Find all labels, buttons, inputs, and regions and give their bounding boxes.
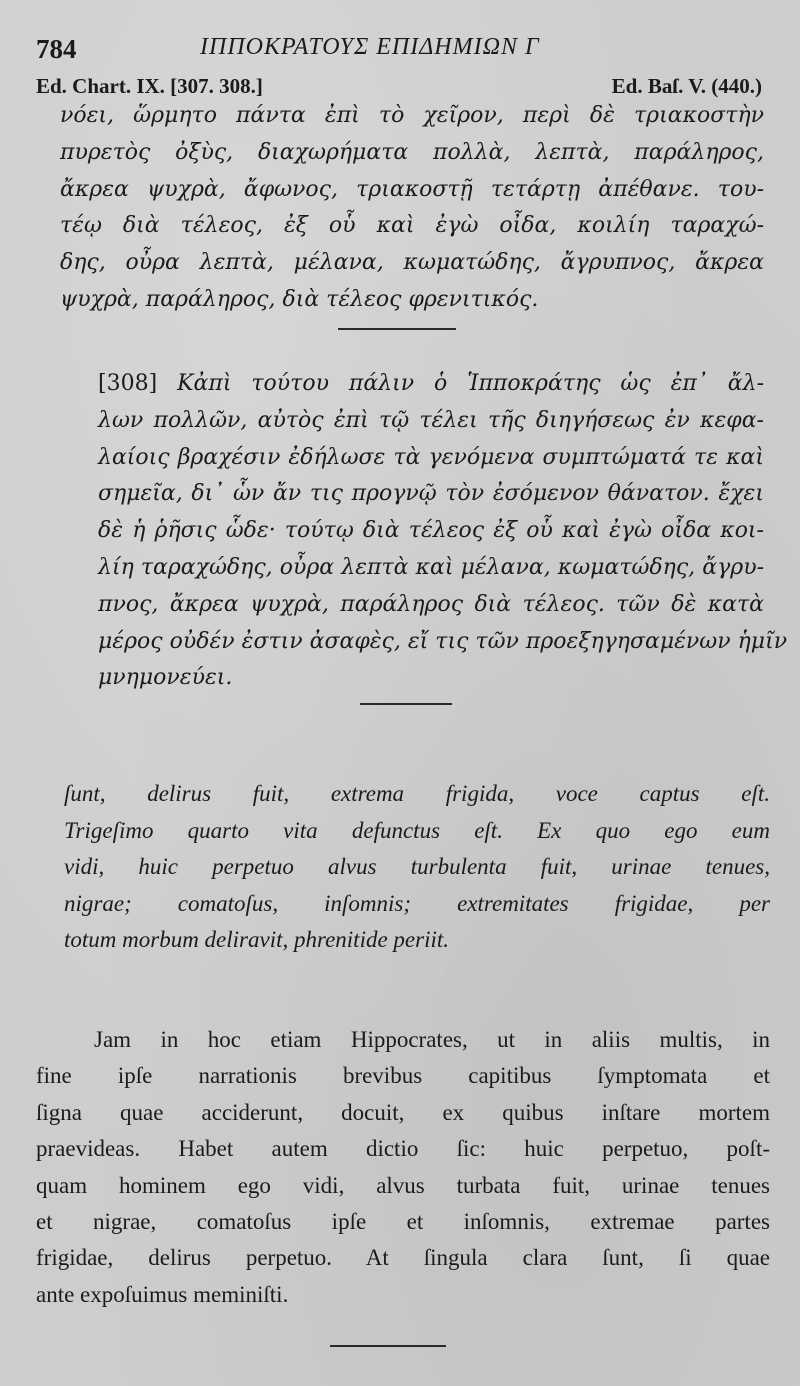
latin-translation-line: ſunt, delirus fuit, extrema frigida, voce captus eſt. xyxy=(64,781,770,806)
latin-commentary-line: Jam in hoc etiam Hippocrates, ut in aliis multis, in xyxy=(94,1027,770,1052)
latin-commentary-line: ſigna quae acciderunt, docuit, ex quibus inſtare mortem xyxy=(36,1099,770,1125)
greek-commentary-line: λων πολλῶν, αὐτὸς ἐπὶ τῷ τέλει τῆς διηγήσεως ἐν κεφα- xyxy=(98,407,764,433)
greek-text-line: ψυχρὰ, παράληρος, διὰ τέλεος φρενιτικός. xyxy=(60,286,539,312)
latin-commentary-line: quam hominem ego vidi, alvus turbata fuit, urinae tenues xyxy=(36,1172,770,1198)
greek-text-line: δης, οὖρα λεπτὰ, μέλανα, κωματώδης, ἄγρυπνος, ἄκρεα xyxy=(60,250,764,276)
greek-commentary-block xyxy=(60,366,788,697)
greek-commentary-line: λίη ταραχώδης, οὖρα λεπτὰ καὶ μέλανα, κωματώδης, ἄγρυ- xyxy=(98,554,764,580)
section-divider xyxy=(360,703,452,705)
page-number: 784 xyxy=(36,34,77,64)
greek-commentary-line: δὲ ἡ ῥῆσις ὧδε· τούτῳ διὰ τέλεος ἐξ οὗ καὶ ἐγὼ οἶδα κοι- xyxy=(98,518,764,544)
greek-text-line: πυρετὸς ὀξὺς, διαχωρήματα πολλὰ, λεπτὰ, παράληρος, xyxy=(60,139,764,165)
latin-translation-block xyxy=(64,776,770,959)
greek-commentary-first-line xyxy=(60,366,764,403)
edition-basel-reference: Ed. Baſ. V. (440.) xyxy=(611,74,762,98)
latin-commentary-line: fine ipſe narrationis brevibus capitibus ſymptomata et xyxy=(36,1063,770,1089)
section-divider xyxy=(330,1345,446,1347)
latin-translation-line: nigrae; comatoſus, inſomnis; extremitates frigidae, per xyxy=(64,890,770,916)
edition-chartier-reference: Ed. Chart. IX. [307. 308.] xyxy=(36,74,263,98)
latin-commentary-line: et nigrae, comatoſus ipſe et inſomnis, extremae partes xyxy=(36,1209,770,1235)
running-title: ΙΠΠΟΚΡΑΤΟΥΣ ΕΠΙΔΗΜΙΩΝ Γ xyxy=(200,34,540,60)
latin-translation-line: totum morbum deliravit, phrenitide periit. xyxy=(64,927,450,952)
latin-commentary-line: frigidae, delirus perpetuo. At ſingula clara ſunt, ſi quae xyxy=(36,1245,770,1271)
greek-text-line: ἄκρεα ψυχρὰ, ἄφωνος, τριακοστῇ τετάρτῃ ἀπέθανε. του- xyxy=(60,176,764,202)
greek-commentary-opening: Κἀπὶ τούτου πάλιν ὁ Ἱπποκράτης ὡς ἐπ᾿ ἄλ- xyxy=(177,371,764,396)
latin-commentary-line: ante expoſuimus meminiſti. xyxy=(36,1281,289,1307)
greek-commentary-line: μέρος οὐδέν ἐστιν ἀσαφὲς, εἴ τις τῶν προεξηγησαμένων ἡμῖν xyxy=(98,628,788,654)
greek-text-line: νόει, ὥρμητο πάντα ἐπὶ τὸ χεῖρον, περὶ δὲ τριακοστὴν xyxy=(60,103,764,128)
greek-commentary-line: λαίοις βραχέσιν ἐδήλωσε τὰ γενόμενα συμπτώματά τε καὶ xyxy=(98,444,764,470)
greek-text-block xyxy=(60,98,764,319)
section-number: [308] xyxy=(98,371,158,396)
greek-commentary-line: σημεῖα, δι᾿ ὧν ἄν τις προγνῷ τὸν ἐσόμενον θάνατον. ἔχει xyxy=(98,481,764,507)
greek-commentary-line: πνος, ἄκρεα ψυχρὰ, παράληρος διὰ τέλεος. τῶν δὲ κατὰ xyxy=(98,591,764,617)
greek-text-line: τέῳ διὰ τέλεος, ἐξ οὗ καὶ ἐγὼ οἶδα, κοιλίη ταραχώ- xyxy=(60,213,764,239)
greek-commentary-line: μνημονεύει. xyxy=(98,665,233,691)
latin-commentary-block xyxy=(36,1022,770,1313)
latin-translation-line: vidi, huic perpetuo alvus turbulenta fuit, urinae tenues, xyxy=(64,854,770,879)
latin-commentary-line: praevideas. Habet autem dictio ſic: huic perpetuo, poſt- xyxy=(36,1136,770,1162)
section-divider xyxy=(338,328,456,330)
latin-translation-line: Trigeſimo quarto vita defunctus eſt. Ex quo ego eum xyxy=(64,817,770,843)
running-head xyxy=(36,30,770,70)
